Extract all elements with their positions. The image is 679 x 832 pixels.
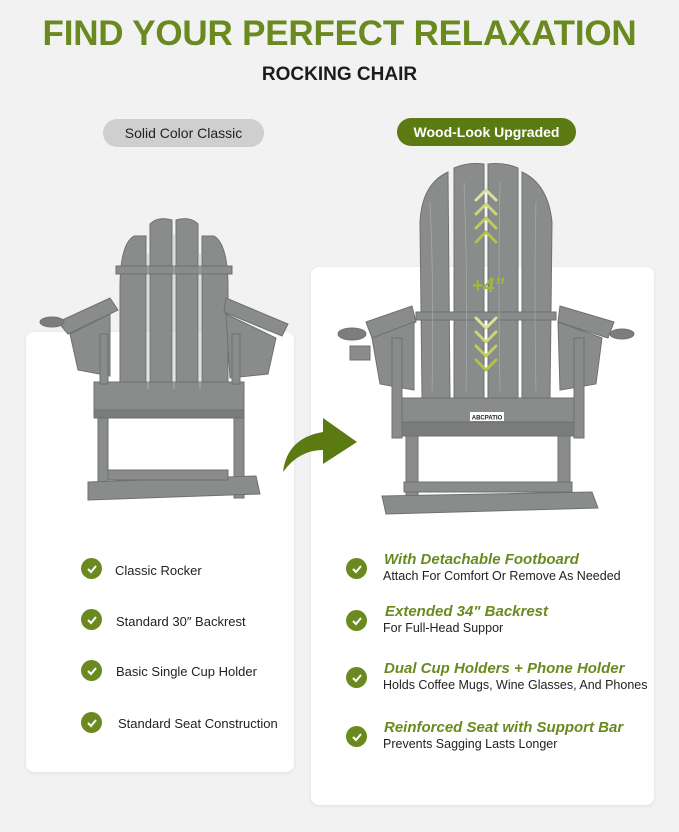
height-increase-label: +4”: [471, 275, 505, 297]
wood-look-rocking-chair-image: [330, 162, 640, 524]
check-icon: [81, 660, 102, 681]
check-icon: [81, 558, 102, 579]
classic-feature-1: Classic Rocker: [115, 563, 202, 578]
upgraded-feature-1-desc: Attach For Comfort Or Remove As Needed: [383, 569, 621, 583]
classic-rocking-chair-image: [38, 214, 300, 514]
upgraded-feature-3-desc: Holds Coffee Mugs, Wine Glasses, And Phones: [383, 678, 648, 692]
check-icon: [346, 667, 367, 688]
classic-feature-3: Basic Single Cup Holder: [116, 664, 257, 679]
upgraded-feature-3-title: Dual Cup Holders + Phone Holder: [384, 660, 625, 677]
solid-color-classic-badge: Solid Color Classic: [103, 119, 264, 147]
upgraded-feature-4-desc: Prevents Sagging Lasts Longer: [383, 737, 558, 751]
check-icon: [346, 610, 367, 631]
page-subtitle: ROCKING CHAIR: [261, 64, 418, 85]
upgraded-feature-2-desc: For Full-Head Suppor: [383, 621, 504, 635]
classic-feature-2: Standard 30″ Backrest: [116, 614, 246, 629]
check-icon: [81, 712, 102, 733]
classic-feature-4: Standard Seat Construction: [118, 716, 278, 731]
upgraded-feature-4-title: Reinforced Seat with Support Bar: [384, 719, 624, 736]
check-icon: [81, 609, 102, 630]
upgraded-feature-2-title: Extended 34" Backrest: [385, 603, 549, 620]
brand-tag: ABCPATIO: [471, 415, 503, 422]
page-title: FIND YOUR PERFECT RELAXATION: [42, 14, 637, 53]
check-icon: [346, 726, 367, 747]
check-icon: [346, 558, 367, 579]
wood-look-upgraded-badge: Wood-Look Upgraded: [397, 118, 576, 146]
upgraded-feature-1-title: With Detachable Footboard: [384, 551, 579, 568]
